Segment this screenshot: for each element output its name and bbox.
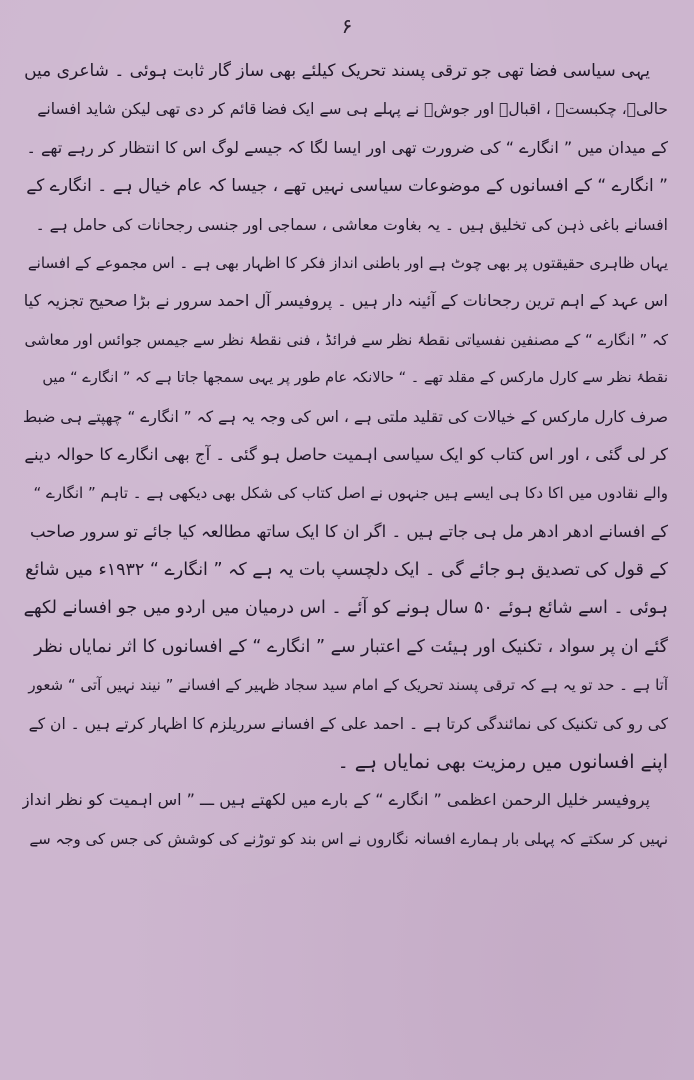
text-line: کہ ” انگارے “ کے مصنفین نفسیاتی نقطۂ نظر سے فرائڈ ، فنی نقطۂ نظر سے جیمس جوائس اور معاشی xyxy=(24,330,668,349)
text-line: آتا ہے ۔ حد تو یہ ہے کہ ترقی پسند تحریک کے امام سید سجاد ظہیر کے افسانے ” نیند نہیں آتی “ شعور xyxy=(28,676,668,695)
text-line: نہیں کر سکتے کہ پہلی بار ہمارے افسانہ نگاروں نے اس بند کو توڑنے کی کوشش کی جس کی وجہ سے xyxy=(29,829,668,848)
text-line: صرف کارل مارکس کے خیالات کی تقلید ملتی ہے ، اس کی وجہ یہ ہے کہ ” انگارے “ چھپتے ہی ضبط xyxy=(22,407,668,426)
text-line: حالیؔ، چکبستؔ ، اقبالؔ اور جوشؔ نے پہلے ہی سے ایک فضا قائم کر دی تھی لیکن شاید افسانے xyxy=(37,100,668,119)
body-text xyxy=(22,52,668,858)
text-line: گئے ان پر سواد ، تکنیک اور ہیئت کے اعتبار سے ” انگارے “ کے افسانوں کا اثر نمایاں نظر xyxy=(34,636,668,657)
text-line: ” انگارے “ کے افسانوں کے موضوعات سیاسی نہیں تھے ، جیسا کہ عام خیال ہے ۔ انگارے کے xyxy=(26,176,668,197)
page-number: ۶ xyxy=(341,14,353,38)
text-line: پروفیسر خلیل الرحمن اعظمی ” انگارے “ کے بارے میں لکھتے ہیں ـــ ” اس اہمیت کو نظر انداز xyxy=(22,790,650,810)
text-line: افسانے باغی ذہن کی تخلیق ہیں ۔ یہ بغاوت معاشی ، سماجی اور جنسی رجحانات کی حامل ہے ۔ xyxy=(35,215,668,234)
text-line: کے افسانے ادھر ادھر مل ہی جاتے ہیں ۔ اگر ان کا ایک ساتھ مطالعہ کیا جائے تو سرور صاحب xyxy=(29,521,668,541)
text-line: ہوئی ۔ اسے شائع ہوئے ۵۰ سال ہونے کو آئے ۔ اس درمیان میں اردو میں جو افسانے لکھے xyxy=(23,598,668,619)
text-line: کی رو کی تکنیک کی نمائندگی کرتا ہے ۔ احمد علی کے افسانے سرریلزم کا اظہار کرتے ہیں ۔ ان کے xyxy=(28,714,668,733)
text-line: نقطۂ نظر سے کارل مارکس کے مقلد تھے ۔ “ حالانکہ عام طور پر یہی سمجھا جاتا ہے کہ ” انگارے “ میں xyxy=(42,370,668,387)
text-line: کے قول کی تصدیق ہو جائے گی ۔ ایک دلچسپ بات یہ ہے کہ ” انگارے “ ۱۹۳۲ء میں شائع xyxy=(25,560,668,581)
text-line: کے میدان میں ” انگارے “ کی ضرورت تھی اور ایسا لگا کہ جیسے لوگ اس کا انتظار کر رہے تھے ۔ xyxy=(26,137,668,157)
text-line: کر لی گئی ، اور اس کتاب کو ایک سیاسی اہمیت حاصل ہو گئی ۔ آج بھی انگارے کا حوالہ دینے xyxy=(24,444,668,464)
text-line: اپنے افسانوں میں رمزیت بھی نمایاں ہے ۔ xyxy=(337,751,668,774)
text-line: اس عہد کے اہم ترین رجحانات کے آئینہ دار ہیں ۔ پروفیسر آل احمد سرور نے بڑا صحیح تجزیہ کیا xyxy=(23,291,668,311)
text-line: یہاں ظاہری حقیقتوں پر بھی چوٹ ہے اور باطنی انداز فکر کا اظہار بھی ہے ۔ اس مجموعے کے افسانے xyxy=(27,253,668,272)
text-line: والے نقادوں میں اکا دکا ہی ایسے ہیں جنہوں نے اصل کتاب کی شکل بھی دیکھی ہے ۔ تاہم ” انگارے “ xyxy=(33,484,668,503)
text-line: یہی سیاسی فضا تھی جو ترقی پسند تحریک کیلئے بھی ساز گار ثابت ہوئی ۔ شاعری میں xyxy=(24,61,650,81)
